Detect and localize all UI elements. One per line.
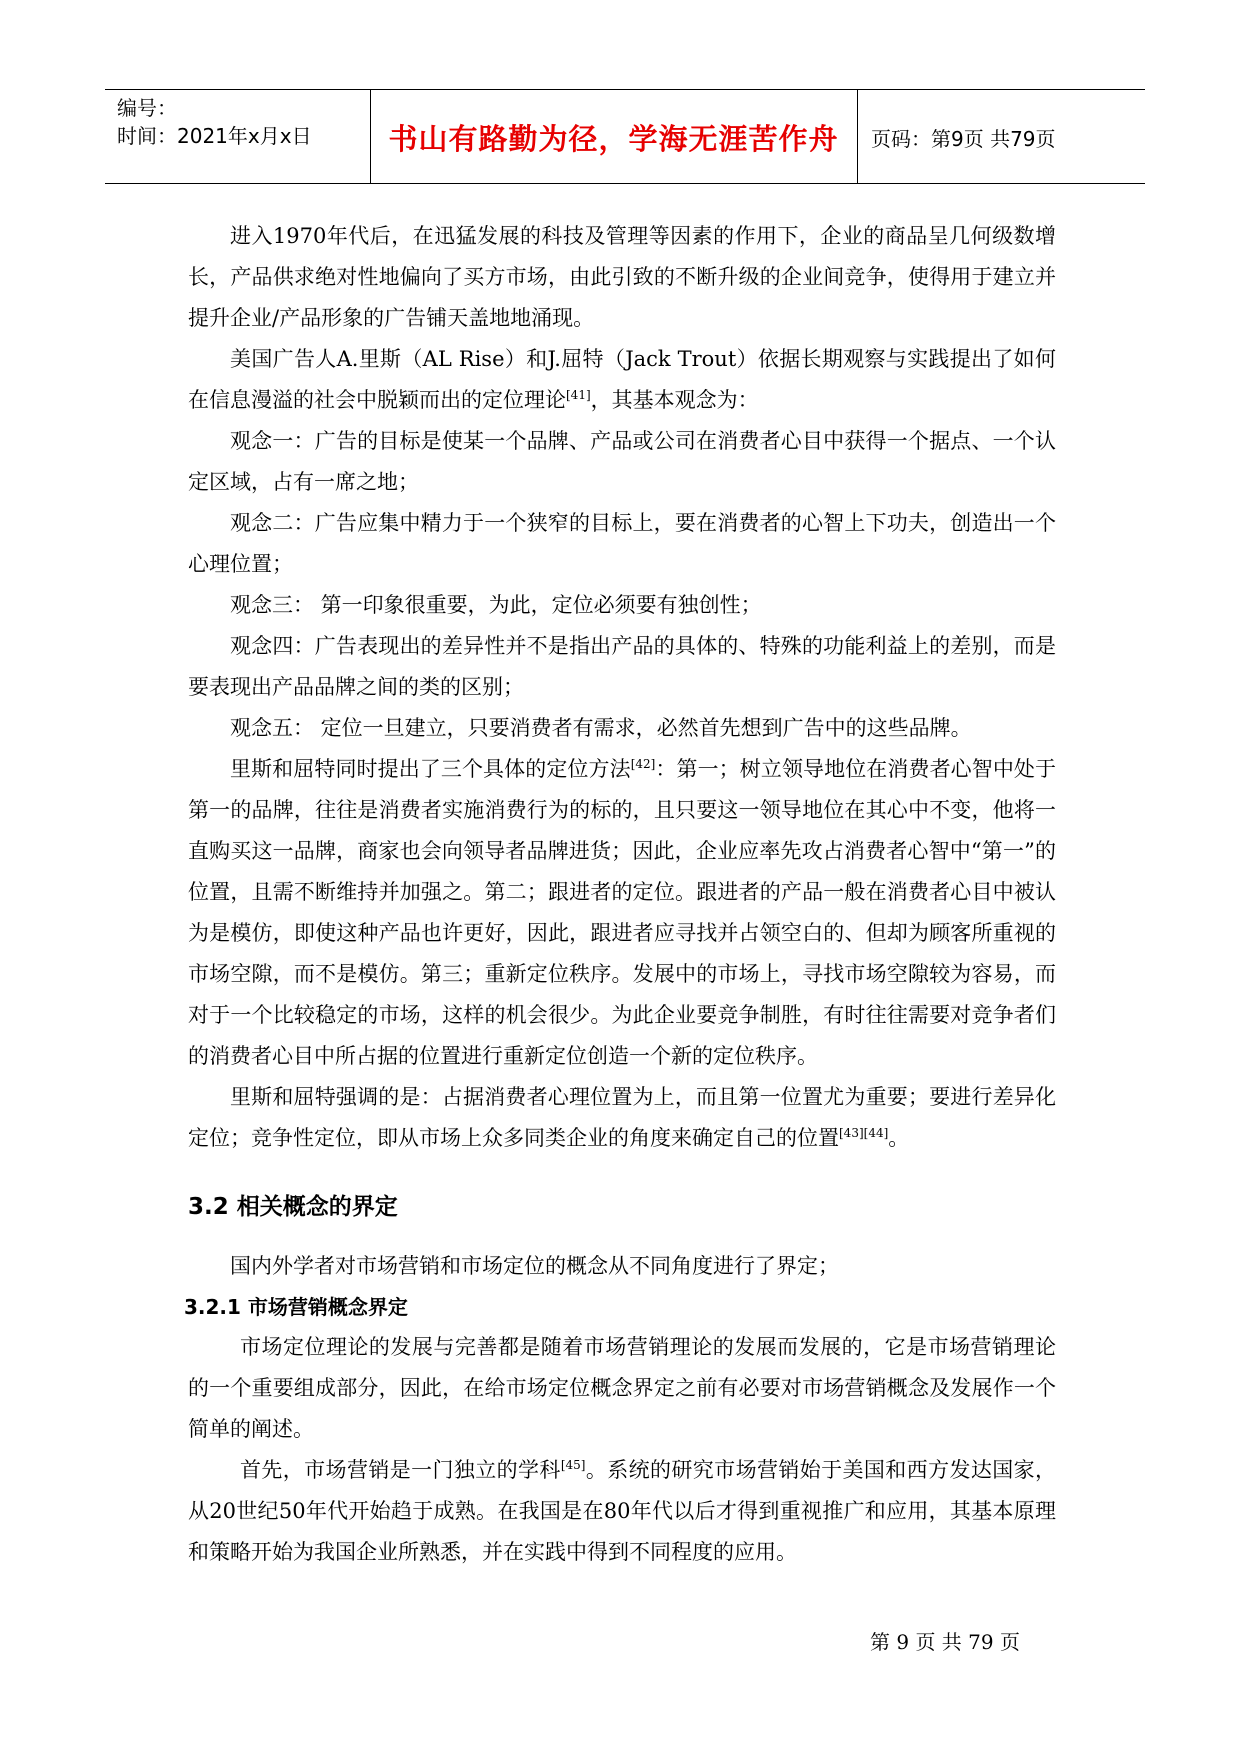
section-title: 3.2 相关概念的界定	[188, 1194, 398, 1220]
paragraph-definition: 国内外学者对市场营销和市场定位的概念从不同角度进行了界定；	[230, 1254, 839, 1278]
paragraph-2	[188, 339, 1056, 421]
paragraph-discipline	[188, 1450, 1056, 1573]
page-info: 页码：第9页 共79页	[871, 127, 1056, 151]
paragraph-theory: 市场定位理论的发展与完善都是随着市场营销理论的发展而发展的，它是市场营销理论的一个重要组成部分，因此，在给市场定位概念界定之前有必要对市场营销概念及发展作一个简单的阐述。	[188, 1335, 1056, 1441]
concept-1: 观念一：广告的目标是使某一个品牌、产品或公司在消费者心目中获得一个据点、一个认定区域，占有一席之地；	[188, 429, 1056, 494]
paragraph-1: 进入1970年代后，在迅猛发展的科技及管理等因素的作用下，企业的商品呈几何级数增长，产品供求绝对性地偏向了买方市场，由此引致的不断升级的企业间竞争，使得用于建立并提升企业/产品形象的广告铺天盖地地涌现。	[188, 224, 1056, 330]
paragraph-methods-text: 里斯和屈特同时提出了三个具体的定位方法	[230, 757, 631, 781]
paragraph-emphasis	[188, 1077, 1056, 1159]
paragraph-methods-tail: ：第一；树立领导地位在消费者心智中处于第一的品牌，往往是消费者实施消费行为的标的，且只要这一领导地位在其心中不变，他将一直购买这一品牌，商家也会向领导者品牌进货；因此，企业应率先攻占消费者心智中“第一”的位置，且需不断维持并加强之。第二；跟进者的定位。跟进者的产品一般在消费者心目中被认为是模仿，即使这种产品也许更好，因此，跟进者应寻找并占领空白的、但却为顾客所重视的市场空隙，而不是模仿。第三；重新定位秩序。发展中的市场上，寻找市场空隙较为容易，而对于一个比较稳定的市场，这样的机会很少。为此企业要竞争制胜，有时往往需要对竞争者们的消费者心目中所占据的位置进行重新定位创造一个新的定位秩序。	[188, 757, 1057, 1068]
page-header	[105, 89, 1145, 184]
paragraph-2-tail: ，其基本观念为：	[590, 388, 759, 412]
concept-4: 观念四：广告表现出的差异性并不是指出产品的具体的、特殊的功能利益上的差别，而是要表现出产品品牌之间的类的区别；	[188, 634, 1056, 699]
subsection-title: 3.2.1 市场营销概念界定	[184, 1295, 408, 1319]
citation-42: [42]	[630, 757, 656, 771]
citation-45: [45]	[560, 1458, 586, 1472]
body-text	[188, 216, 1056, 1159]
citation-43-44: [43][44]	[839, 1126, 889, 1140]
time-label: 时间：2021年x月x日	[117, 124, 312, 148]
paragraph-discipline-tail: 。系统的研究市场营销始于美国和西方发达国家，从20世纪50年代开始趋于成熟。在我国是在80年代以后才得到重视推广和应用，其基本原理和策略开始为我国企业所熟悉，并在实践中得到不同程度的应用。	[188, 1458, 1057, 1564]
header-middle-cell	[370, 90, 858, 183]
header-right-cell	[857, 90, 1145, 183]
paragraph-discipline-text: 首先，市场营销是一门独立的学科	[240, 1458, 561, 1482]
page-footer: 第 9 页 共 79 页	[870, 1630, 1020, 1654]
concept-2: 观念二：广告应集中精力于一个狭窄的目标上，要在消费者的心智上下功夫，创造出一个心理位置；	[188, 511, 1056, 576]
concept-3: 观念三： 第一印象很重要，为此，定位必须要有独创性；	[230, 593, 762, 617]
paragraph-methods	[188, 749, 1056, 1077]
concept-5: 观念五： 定位一旦建立，只要消费者有需求，必然首先想到广告中的这些品牌。	[230, 716, 972, 740]
paragraph-2-text: 美国广告人A.里斯（AL Rise）和J.屈特（Jack Trout）依据长期观察与实践提出了如何在信息漫溢的社会中脱颖而出的定位理论	[188, 347, 1056, 412]
paragraph-emphasis-text: 里斯和屈特强调的是：占据消费者心理位置为上，而且第一位置尤为重要；要进行差异化定位；竞争性定位，即从市场上众多同类企业的角度来确定自己的位置	[188, 1085, 1056, 1150]
motto: 书山有路勤为径，学海无涯苦作舟	[388, 122, 839, 156]
section-body	[184, 1246, 1057, 1573]
citation-41: [41]	[566, 388, 591, 402]
serial-label: 编号：	[117, 96, 177, 120]
paragraph-emphasis-tail: 。	[888, 1126, 910, 1150]
header-left-cell	[105, 90, 371, 183]
